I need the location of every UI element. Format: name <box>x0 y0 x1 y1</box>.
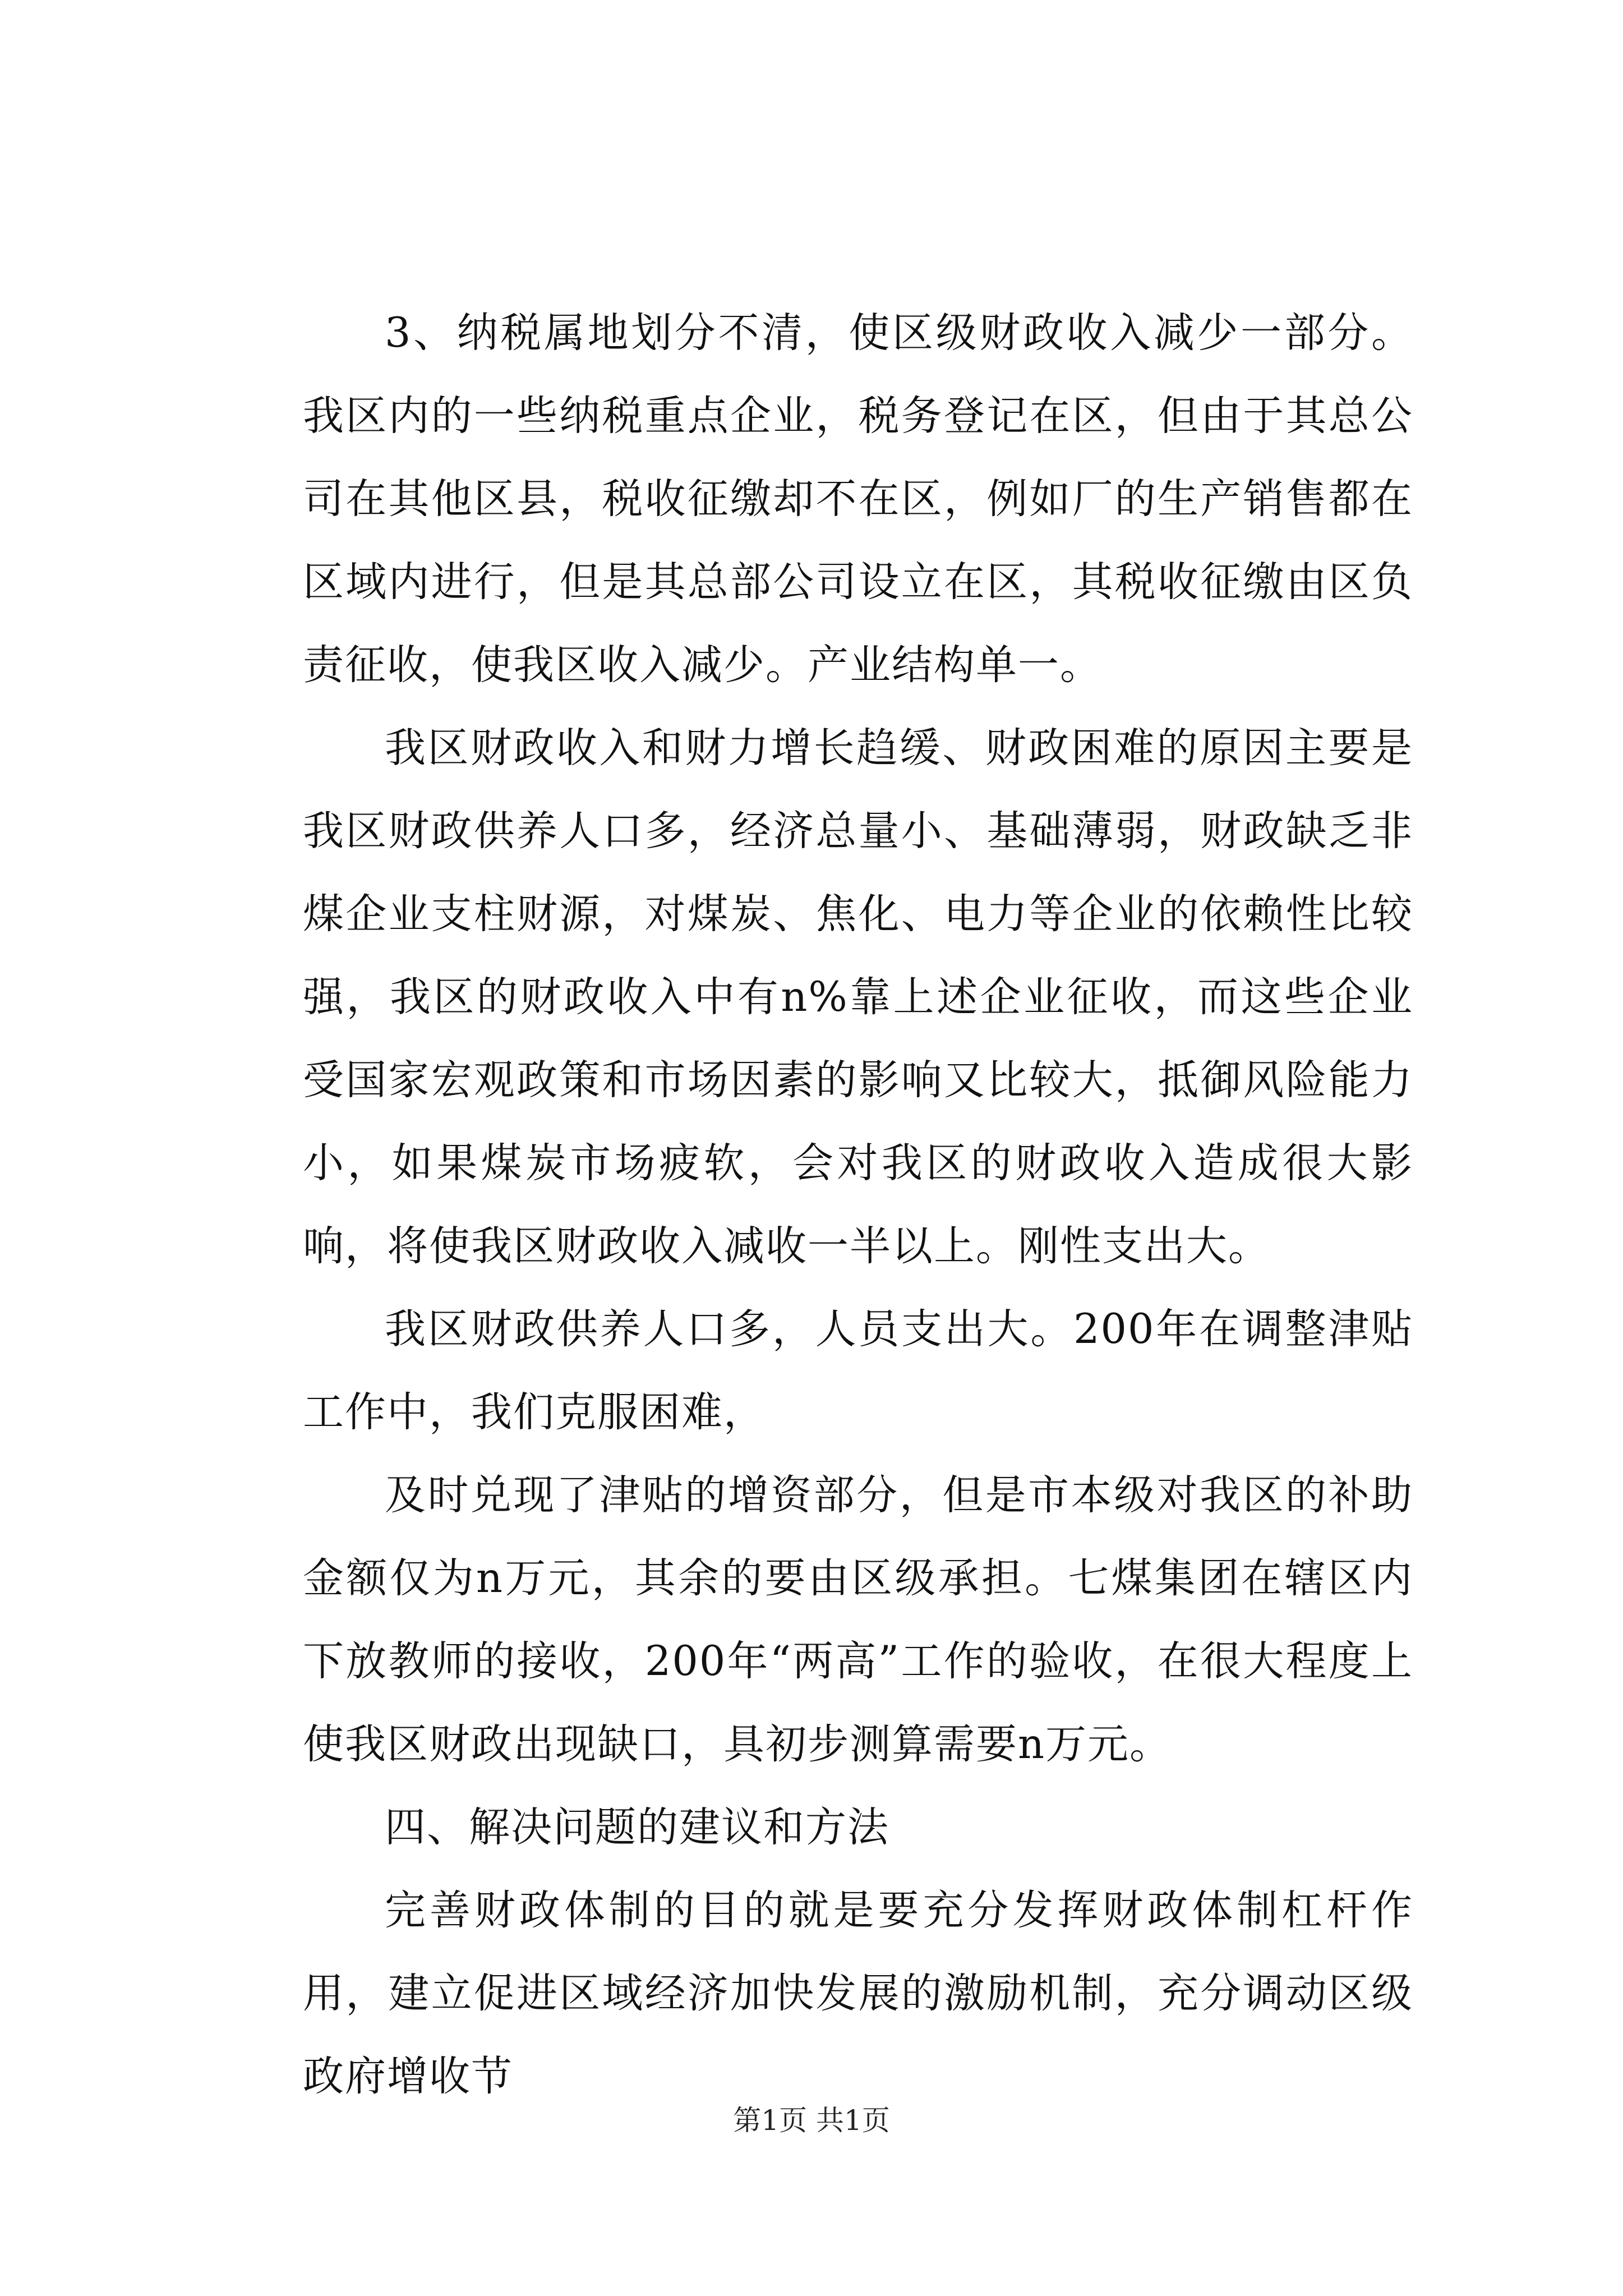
section-heading-suggestions: 四、解决问题的建议和方法 <box>385 1803 889 1851</box>
page-number-footer: 第1页 共1页 <box>733 2104 890 2137</box>
paragraph-fiscal-system-improvement: 完善财政体制的目的就是要充分发挥财政体制杠杆作用，建立促进区域经济加快发展的激励机制，充分调动区级政府增收节 <box>303 1887 1413 2100</box>
paragraph-revenue-growth-causes: 我区财政收入和财力增长趋缓、财政困难的原因主要是我区财政供养人口多，经济总量小、基础薄弱，财政缺乏非煤企业支柱财源，对煤炭、焦化、电力等企业的依赖性比较强，我区的财政收入中有n%靠上述企业征收，而这些企业受国家宏观政策和市场因素的影响又比较大，抵御风险能力小，如果煤炭市场疲软，会对我区的财政收入造成很大影响，将使我区财政收入减收一半以上。刚性支出大。 <box>303 724 1413 1270</box>
paragraph-personnel-expenditure: 我区财政供养人口多，人员支出大。200年在调整津贴工作中，我们克服困难， <box>303 1305 1413 1436</box>
document-body <box>303 292 1413 2118</box>
paragraph-allowance-subsidy: 及时兑现了津贴的增资部分，但是市本级对我区的补助金额仅为n万元，其余的要由区级承担。七煤集团在辖区内下放教师的接收，200年“两高”工作的验收，在很大程度上使我区财政出现缺口，具初步测算需要n万元。 <box>303 1471 1413 1768</box>
paragraph-tax-jurisdiction: 3、纳税属地划分不清，使区级财政收入减少一部分。我区内的一些纳税重点企业，税务登记在区，但由于其总公司在其他区县，税收征缴却不在区，例如厂的生产销售都在区域内进行，但是其总部公司设立在区，其税收征缴由区负责征收，使我区收入减少。产业结构单一。 <box>303 309 1413 689</box>
